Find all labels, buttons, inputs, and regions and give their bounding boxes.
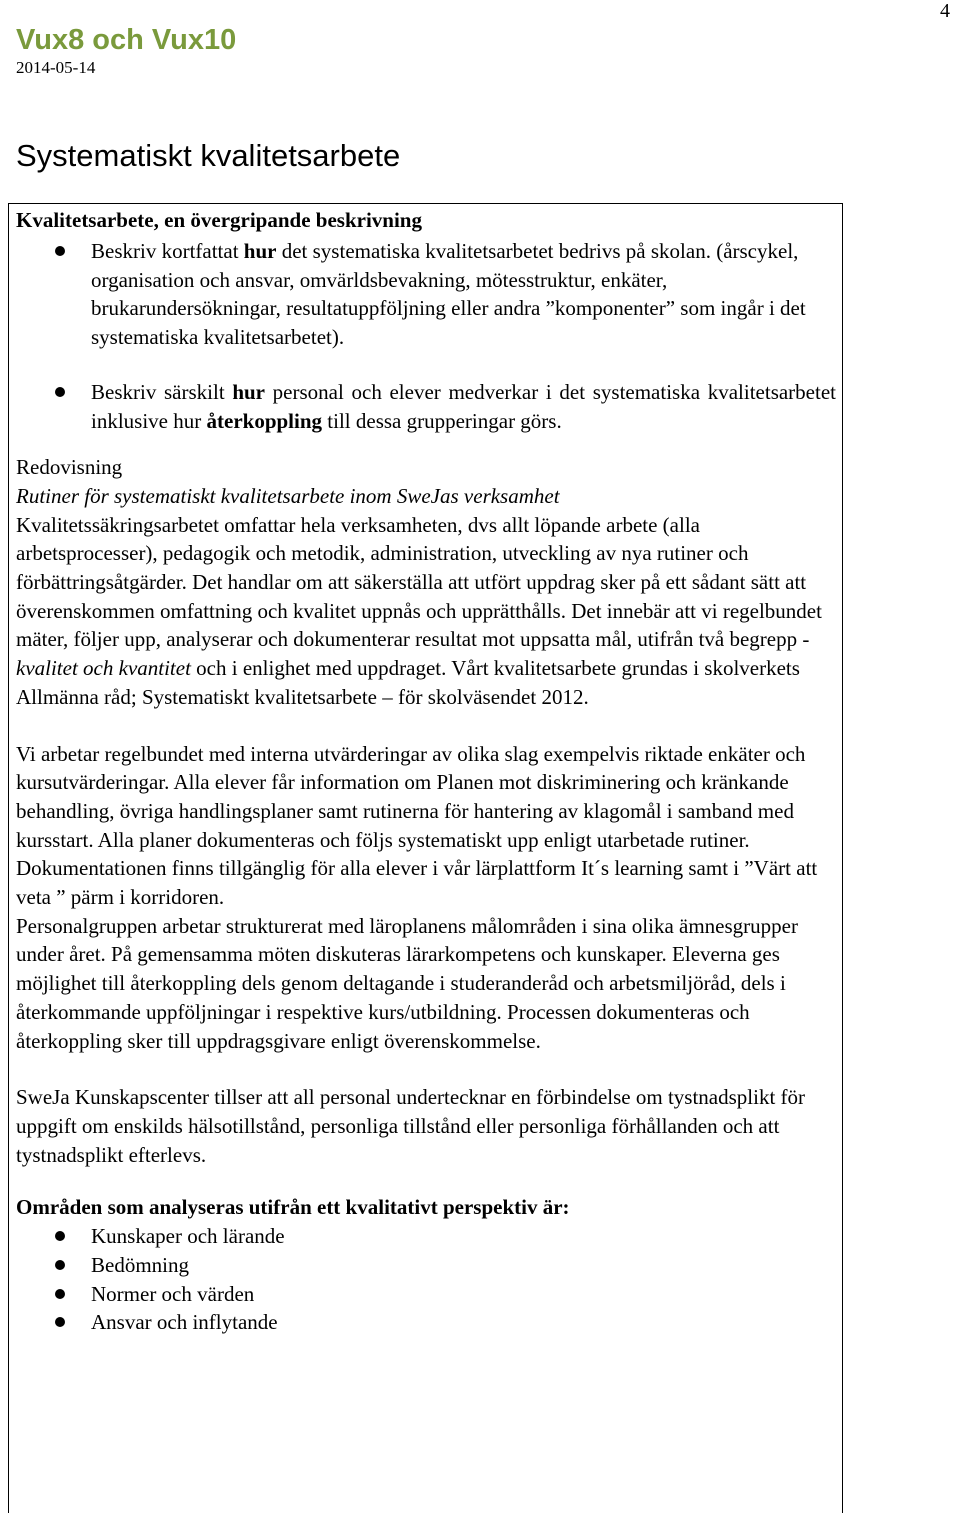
instruction-text: Beskriv kortfattat — [91, 239, 244, 263]
italic-phrase: kvalitet och kvantitet — [16, 656, 191, 681]
instruction-text: det systematiska kvalitetsarbetet bedrivs på skolan. (årscykel, organisation och ansvar, omvärldsbevakning, mötesstruktur, enkäter, brukarundersökningar, resultatuppföljning eller andra ”komponenter” som ingår i det systematiska kvalitetsarbetet). — [91, 239, 806, 350]
paragraph: Personalgruppen arbetar strukturerat med läroplanens målområden i sina olika ämnesgrupper under året. På gemensamma möten diskuteras lärarkompetens och kunskaper. Eleverna ges möjlighet till återkoppling dels genom deltagande i studeranderåd och arbetsmiljöråd, dels i återkommande uppföljningar i respektive kurs/utbildning. Processen dokumenteras och återkoppling sker till uppdragsgivare enligt överenskommelse. — [16, 913, 798, 1053]
area-item: Kunskaper och lärande — [16, 1222, 836, 1251]
instruction-item — [16, 237, 836, 352]
instruction-text: Beskriv särskilt — [91, 379, 233, 404]
instruction-list — [16, 237, 836, 435]
areas-heading: Områden som analyseras utifrån ett kvalitativt perspektiv är: — [16, 1195, 570, 1220]
redovisning-subtitle: Rutiner för systematiskt kvalitetsarbete inom SweJas verksamhet — [16, 483, 560, 508]
instruction-emphasis: hur — [232, 379, 266, 404]
instruction-emphasis: hur — [243, 239, 277, 263]
instruction-text: personal och elever medverkar i det systematiska kvalitetsarbetet inklusive hur — [91, 379, 836, 433]
paragraph: SweJa Kunskapscenter tillser att all personal undertecknar en förbindelse om tystnadsplikt för uppgift om enskilds hälsotillstånd, personliga tillstånd eller personliga förhållanden och att tystnadsplikt efterlevs. — [16, 1085, 806, 1167]
document-title: Vux8 och Vux10 — [16, 24, 237, 56]
instruction-emphasis: återkoppling — [206, 408, 323, 433]
document-date: 2014-05-14 — [16, 58, 96, 77]
area-item: Ansvar och inflytande — [16, 1308, 836, 1337]
content — [16, 203, 836, 1337]
redovisning-label: Redovisning — [16, 455, 123, 480]
instruction-item — [16, 378, 836, 435]
paragraph: Vi arbetar regelbundet med interna utvärderingar av olika slag exempelvis riktade enkäter och kursutvärderingar. Alla elever får information om Planen mot diskriminering och kränkande behandling, övriga handlingsplaner samt rutinerna för hantering av klagomål i samband med kursstart. Alla planer dokumenteras och följs systematiskt upp enligt utarbetade rutiner. Dokumentationen finns tillgänglig för alla elever i vår lärplattform It´s learning samt i ”Värt att veta ” pärm i korridoren. — [16, 741, 818, 910]
page-number: 4 — [940, 0, 950, 22]
area-item: Bedömning — [16, 1251, 836, 1280]
area-item: Normer och värden — [16, 1280, 836, 1309]
paragraph: Kvalitetssäkringsarbetet omfattar hela verksamheten, dvs allt löpande arbete (alla arbetsprocesser), pedagogik och metodik, administration, utveckling av nya rutiner och förbättringsåtgärder. Det handlar om att säkerställa att utfört uppdrag sker på ett sådant sätt att överenskommen omfattning och kvalitet uppnås och upprätthålls. Det innebär att vi regelbundet mäter, följer upp, analyserar och dokumenterar resultat mot uppsatta mål, utifrån två begrepp - kvalitet och kvantitet och i enlighet med uppdraget. Vårt kvalitetsarbete grundas i skolverkets Allmänna råd; Systematiskt kvalitetsarbete – för skolväsendet 2012. — [16, 512, 822, 709]
areas-list — [16, 1222, 836, 1337]
instruction-text: till dessa grupperingar görs. — [322, 408, 562, 433]
document-header — [16, 22, 236, 78]
box-heading: Kvalitetsarbete, en övergripande beskrivning — [16, 208, 422, 232]
section-title: Systematiskt kvalitetsarbete — [16, 138, 401, 173]
